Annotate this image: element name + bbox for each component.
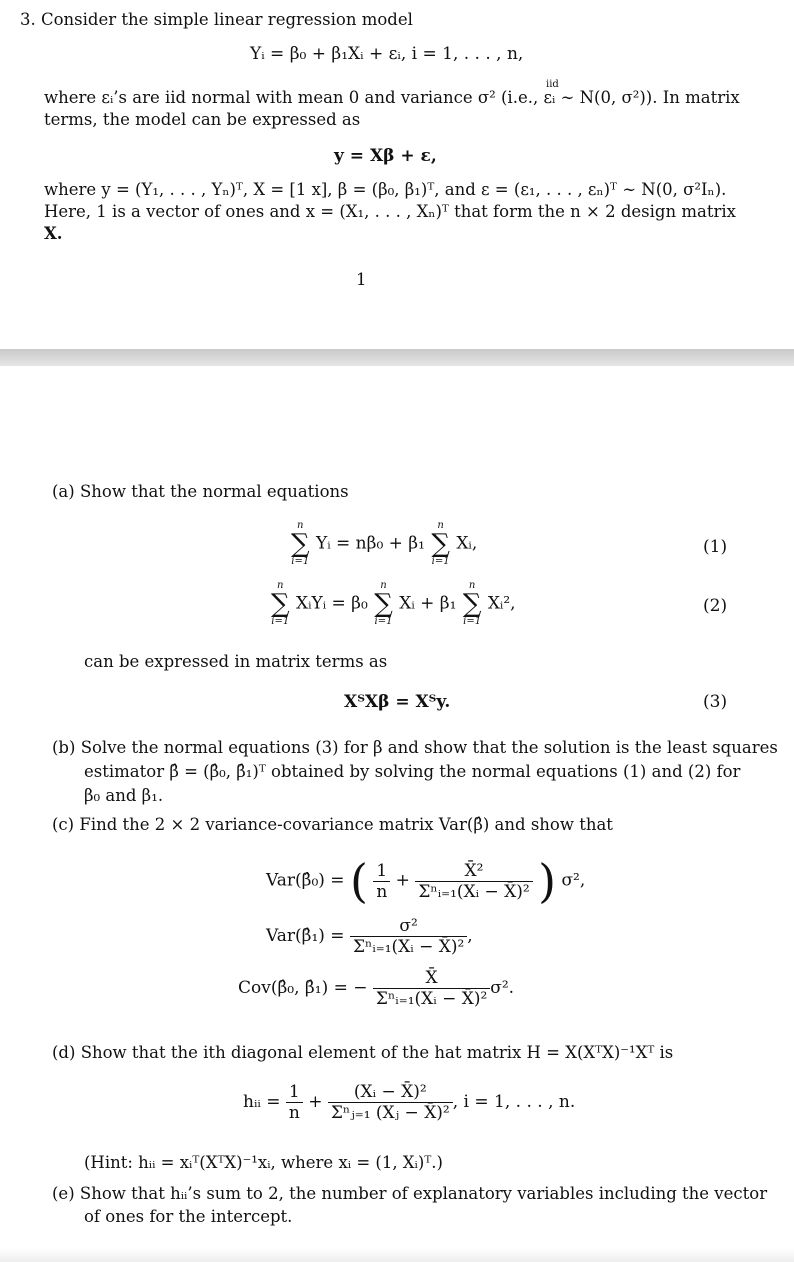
- part-a-followup: can be expressed in matrix terms as: [84, 652, 388, 671]
- equation-number-2: (2): [703, 596, 728, 616]
- eq2-lhs: XᵢYᵢ = β₀: [295, 593, 368, 614]
- eq2-mid: Xᵢ + β₁: [399, 593, 457, 614]
- hat-diagonal-formula: hᵢᵢ = $\frac{1}{n}$ + $\frac{\text{(Xᵢ − X̄)²}}{\text{Σⁿⱼ₌₁ (Xⱼ − X̄)²}}$ , i = 1, . . . , n.: [243, 1082, 576, 1123]
- part-b-label: (b): [52, 738, 76, 757]
- model-equation: Yᵢ = β₀ + β₁Xᵢ + εᵢ, i = 1, . . . , n,: [250, 44, 524, 64]
- definition-line-2: Here, 1 is a vector of ones and x = (X₁, . . . , Xₙ)ᵀ that form the n × 2 design matrix: [44, 202, 736, 221]
- matrix-model-equation: y = Xβ + ε,: [334, 146, 437, 166]
- part-b-line-1: (b) Solve the normal equations (3) for β and show that the solution is the least squares: [52, 738, 778, 757]
- where-line-1: where εᵢ’s are iid normal with mean 0 and variance σ² (i.e., εᵢ ∼ N(0, σ²)). In matrix: [44, 88, 740, 107]
- problem-intro: Consider the simple linear regression model: [41, 10, 413, 29]
- page-number: 1: [356, 270, 367, 289]
- part-e-label: (e): [52, 1184, 75, 1203]
- page-separator: [0, 349, 794, 366]
- part-e-line-2: of ones for the intercept.: [84, 1207, 293, 1226]
- eq1-lhs: Yᵢ = nβ₀ + β₁: [315, 533, 425, 554]
- eq1-rhs: Xᵢ,: [456, 533, 478, 554]
- where-line-2: terms, the model can be expressed as: [44, 110, 361, 129]
- equation-number-3: (3): [703, 692, 728, 712]
- cov-formula: Cov(β̂₀, β̂₁) = − $\frac{X̄}{\text{Σⁿᵢ₌₁(Xᵢ − X̄)²}}$ σ².: [238, 968, 515, 1009]
- definition-line-1: where y = (Y₁, . . . , Yₙ)ᵀ, X = [1 x], β = (β₀, β₁)ᵀ, and ε = (ε₁, . . . , εₙ)ᵀ ∼ N(0, σ²Iₙ).: [44, 180, 727, 199]
- fraction: $\frac{\text{(Xᵢ − X̄)²}}{\text{Σⁿⱼ₌₁ (Xⱼ − X̄)²}}$: [328, 1082, 453, 1123]
- part-e-line-1: (e) Show that hᵢᵢ’s sum to 2, the number of explanatory variables including the vector: [52, 1184, 768, 1203]
- summation-sign: n ∑ i=1: [291, 520, 310, 567]
- part-c-label: (c): [52, 815, 75, 834]
- var-beta1-formula: Var(β̂₁) = $\frac{\text{σ²}}{\text{Σⁿᵢ₌₁(Xᵢ − X̄)²}}$ ,: [266, 916, 473, 957]
- part-a-text: Show that the normal equations: [79, 482, 349, 501]
- part-d-label: (d): [52, 1043, 76, 1062]
- part-b-line-2: estimator β̂ = (β̂₀, β̂₁)ᵀ obtained by solving the normal equations (1) and (2) for: [84, 762, 741, 781]
- page-bottom-edge: [0, 1248, 794, 1262]
- var-beta0-formula: Var(β̂₀) = ( $\frac{1}{n}$ + $\frac{\text{X̄²}}{\text{Σⁿᵢ₌₁(Xᵢ − X̄)²}}$ ) σ²,: [266, 854, 586, 908]
- definition-line-3: X.: [44, 224, 63, 243]
- problem-number: 3.: [20, 10, 36, 29]
- fraction: $\frac{X̄}{\text{Σⁿᵢ₌₁(Xᵢ − X̄)²}}$: [373, 968, 490, 1009]
- summation-sign: n ∑ i=1: [374, 580, 393, 627]
- part-a-heading: [52, 481, 349, 503]
- fraction: $\frac{\text{X̄²}}{\text{Σⁿᵢ₌₁(Xᵢ − X̄)²}}$: [415, 861, 532, 902]
- fraction: $\frac{1}{n}$: [286, 1082, 303, 1123]
- part-a-label: (a): [52, 482, 75, 501]
- equation-number-1: (1): [703, 537, 728, 557]
- part-c-heading: (c) Find the 2 × 2 variance-covariance matrix Var(β̂) and show that: [52, 815, 613, 834]
- part-d-hint: (Hint: hᵢᵢ = xᵢᵀ(XᵀX)⁻¹xᵢ, where xᵢ = (1, Xᵢ)ᵀ.): [84, 1153, 443, 1172]
- normal-equation-3: XᵀXβ = Xᵀy.: [344, 692, 451, 712]
- iid-label: iid: [546, 79, 559, 90]
- fraction: $\frac{1}{n}$: [373, 861, 390, 902]
- summation-sign: n ∑ i=1: [431, 520, 450, 567]
- summation-sign: n ∑ i=1: [271, 580, 290, 627]
- fraction: $\frac{\text{σ²}}{\text{Σⁿᵢ₌₁(Xᵢ − X̄)²}}$: [350, 916, 467, 957]
- part-d-heading: (d) Show that the ith diagonal element of the hat matrix H = X(XᵀX)⁻¹Xᵀ is: [52, 1043, 674, 1062]
- eq2-rhs: Xᵢ²,: [487, 593, 516, 614]
- normal-equation-1: [290, 520, 477, 568]
- part-b-line-3: β₀ and β₁.: [84, 786, 164, 805]
- problem-intro-line: [20, 9, 413, 31]
- normal-equation-2: [270, 580, 516, 628]
- summation-sign: n ∑ i=1: [462, 580, 482, 627]
